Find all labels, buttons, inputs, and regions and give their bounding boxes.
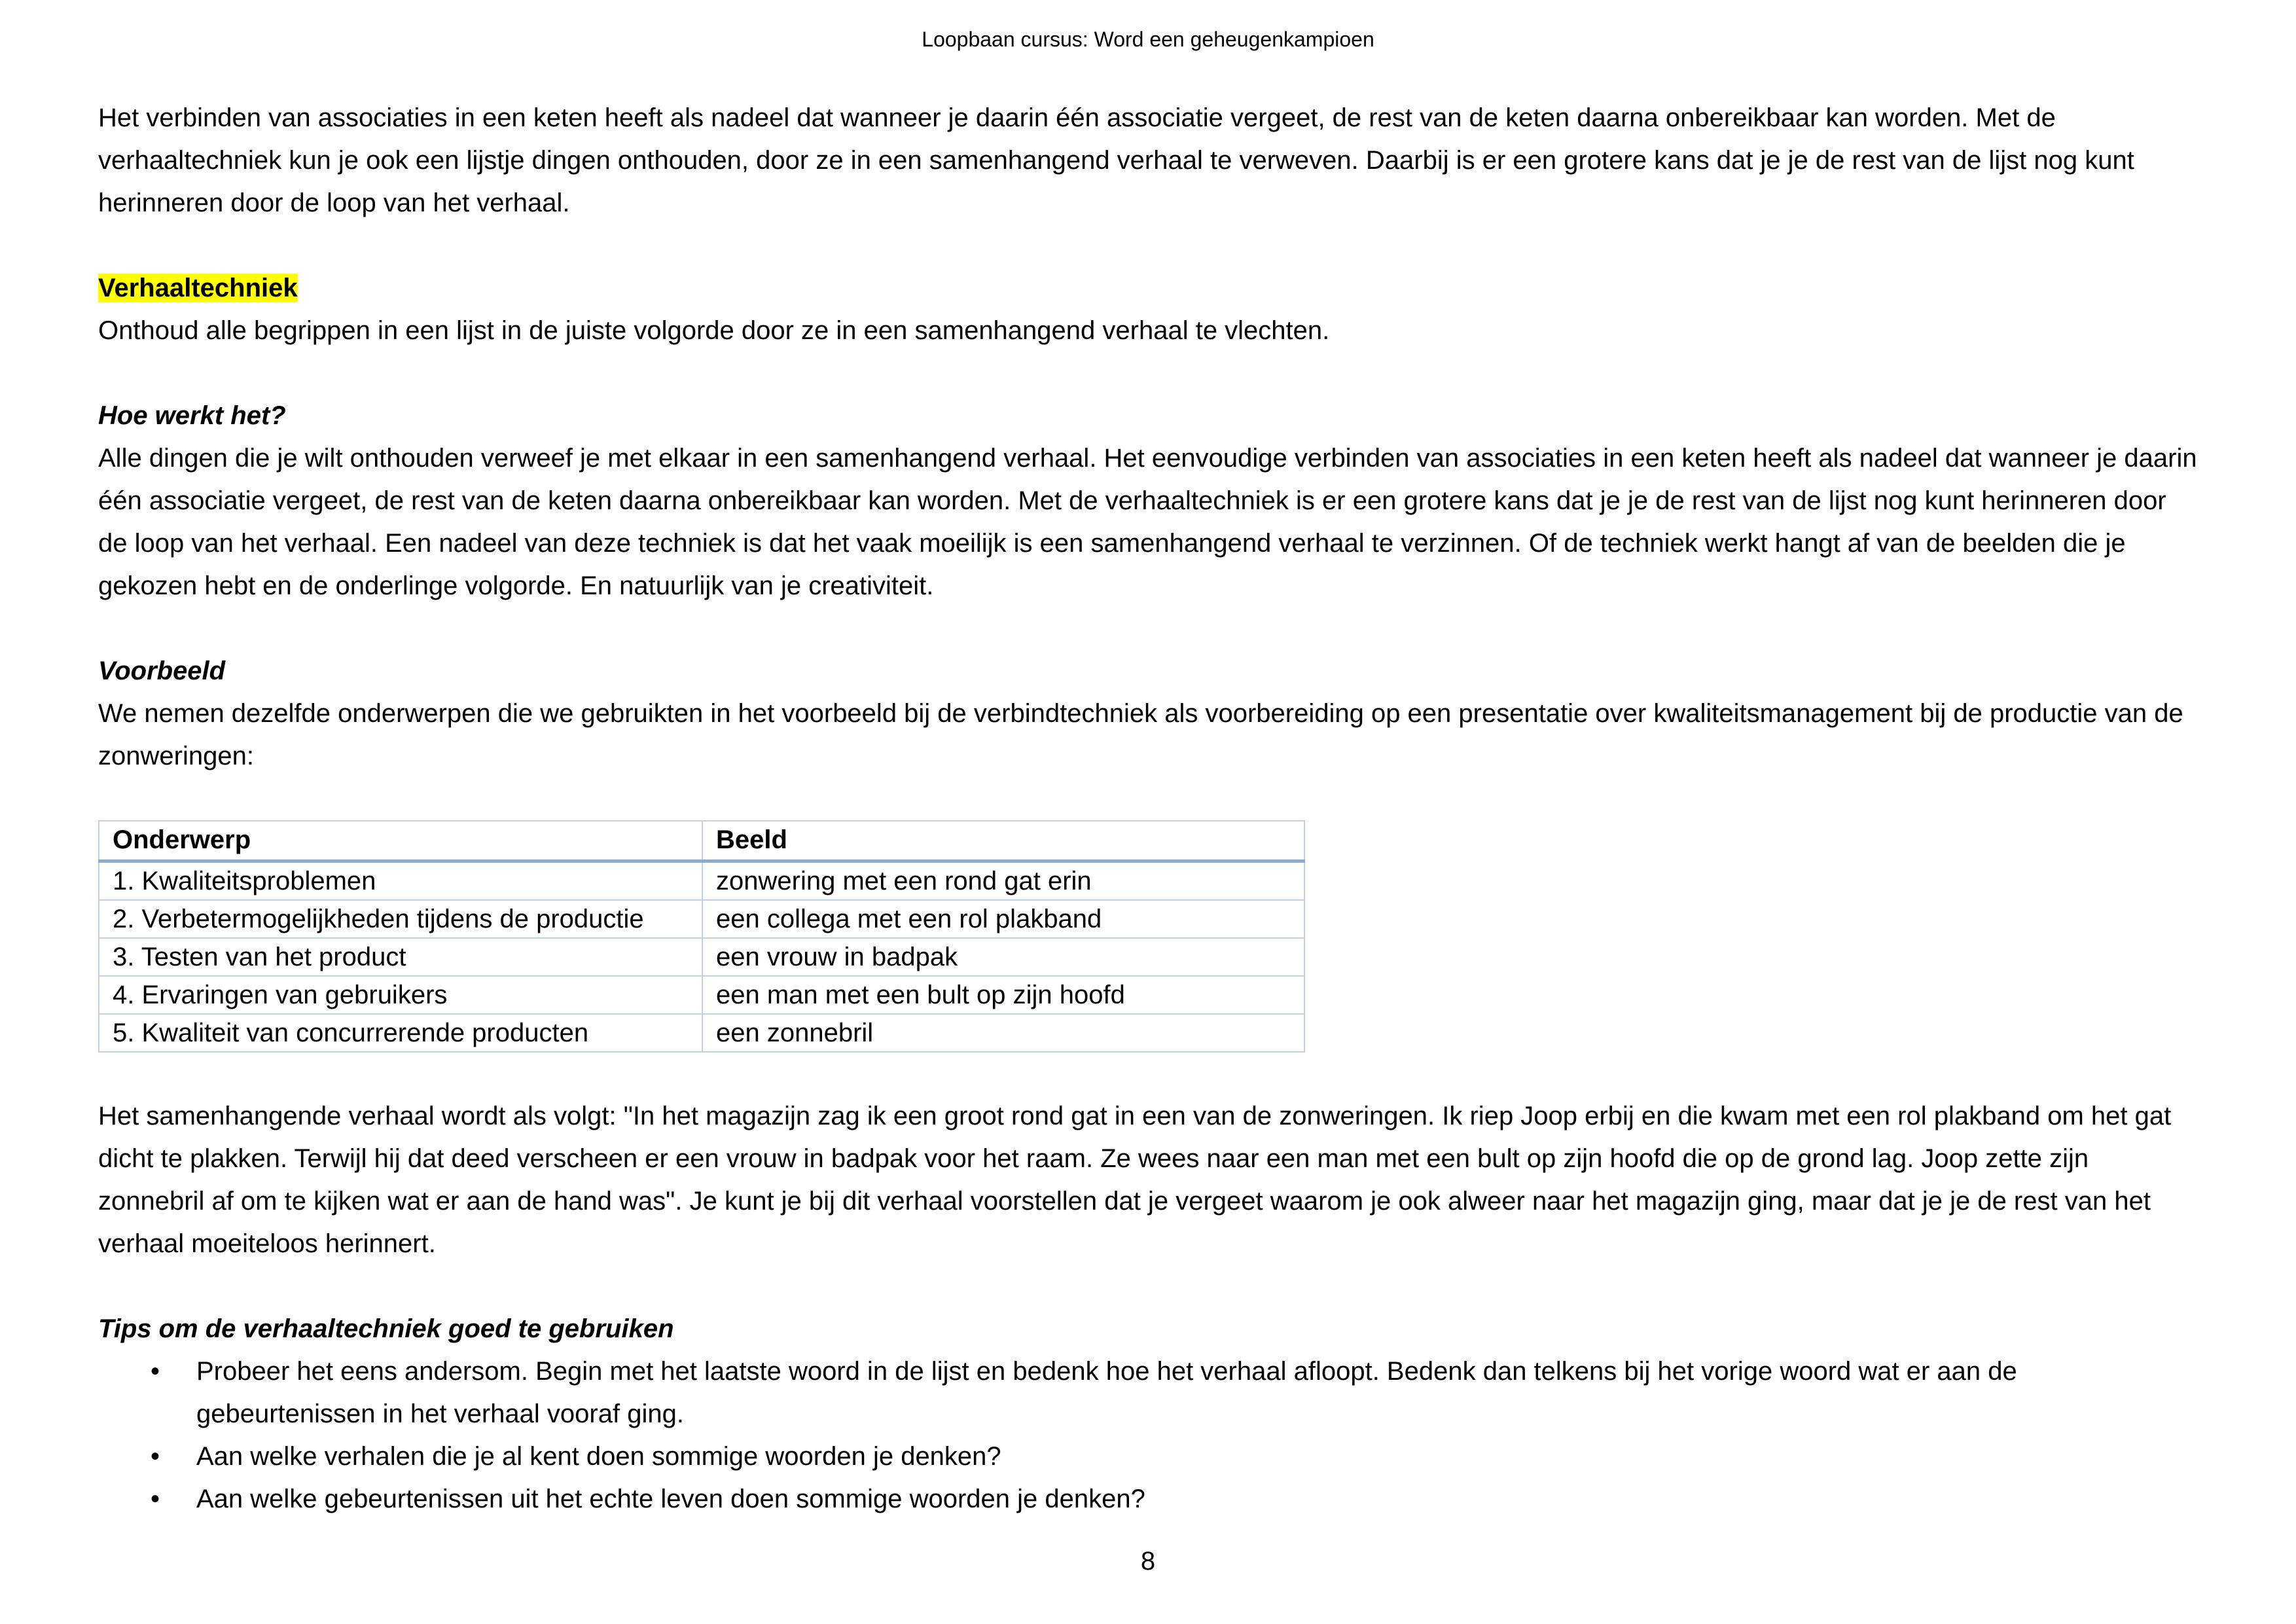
spacer	[98, 1265, 2199, 1308]
table-cell-onderwerp: 5. Kwaliteit van concurrerende producten	[99, 1014, 702, 1052]
list-item	[98, 1350, 2199, 1435]
table-cell-onderwerp: 1. Kwaliteitsproblemen	[99, 861, 702, 901]
table-header-row	[99, 821, 1304, 861]
table-cell-onderwerp: 4. Ervaringen van gebruikers	[99, 976, 702, 1014]
table-cell-beeld: een man met een bult op zijn hoofd	[702, 976, 1304, 1014]
bullet-icon: •	[151, 1485, 160, 1513]
table-header-onderwerp: Onderwerp	[99, 821, 702, 861]
table-cell-onderwerp: 2. Verbetermogelijkheden tijdens de productie	[99, 900, 702, 938]
example-text: We nemen dezelfde onderwerpen die we gebruikten in het voorbeeld bij de verbindtechniek als voorbereiding op een presentatie over kwaliteitsmanagement bij de productie van de zonweringen:	[98, 699, 2183, 770]
table-cell-beeld: een vrouw in badpak	[702, 938, 1304, 976]
tips-list	[98, 1350, 2199, 1521]
technique-description: Onthoud alle begrippen in een lijst in de juiste volgorde door ze in een samenhangend verhaal te vlechten.	[98, 316, 1330, 345]
table-cell-beeld: een collega met een rol plakband	[702, 900, 1304, 938]
table-row	[99, 1014, 1304, 1052]
bullet-icon: •	[151, 1357, 160, 1386]
list-item	[98, 1478, 2199, 1521]
bullet-icon: •	[151, 1442, 160, 1471]
table-row	[99, 976, 1304, 1014]
technique-heading-line	[98, 267, 2199, 310]
table-row	[99, 900, 1304, 938]
example-table	[98, 820, 1305, 1053]
tip-text: Aan welke gebeurtenissen uit het echte leven doen sommige woorden je denken?	[196, 1485, 1145, 1513]
how-it-works-text: Alle dingen die je wilt onthouden verweef je met elkaar in een samenhangend verhaal. Het eenvoudige verbinden van associaties in een keten heeft als nadeel dat wanneer je daarin één associatie vergeet, de rest van de keten daarna onbereikbaar kan worden. Met de verhaaltechniek is er een grotere kans dat je je de rest van de lijst nog kunt herinneren door de loop van het verhaal. Een nadeel van deze techniek is dat het vaak moeilijk is een samenhangend verhaal te verzinnen. Of de techniek werkt hangt af van de beelden die je gekozen hebt en de onderlinge volgorde. En natuurlijk van je creativiteit.	[98, 444, 2197, 600]
table-row	[99, 938, 1304, 976]
story-paragraph: Het samenhangende verhaal wordt als volgt: "In het magazijn zag ik een groot rond gat in een van de zonweringen. Ik riep Joop erbij en die kwam met een rol plakband om het gat dicht te plakken. Terwijl hij dat deed verscheen er een vrouw in badpak voor het raam. Ze wees naar een man met een bult op zijn hoofd die op de grond lag. Joop zette zijn zonnebril af om te kijken wat er aan de hand was". Je kunt je bij dit verhaal voorstellen dat je vergeet waarom je ook alweer naar het magazijn ging, maar dat je je de rest van het verhaal moeiteloos herinnert.	[98, 1102, 2172, 1258]
spacer	[98, 1053, 2199, 1095]
tip-text: Aan welke verhalen die je al kent doen sommige woorden je denken?	[196, 1442, 1001, 1471]
spacer	[98, 352, 2199, 395]
table-row	[99, 861, 1304, 901]
example-heading: Voorbeeld	[98, 657, 226, 685]
technique-heading: Verhaaltechniek	[98, 274, 298, 302]
table-header-beeld: Beeld	[702, 821, 1304, 861]
spacer	[98, 607, 2199, 650]
intro-paragraph: Het verbinden van associaties in een keten heeft als nadeel dat wanneer je daarin één associatie vergeet, de rest van de keten daarna onbereikbaar kan worden. Met de verhaaltechniek kun je ook een lijstje dingen onthouden, door ze in een samenhangend verhaal te verweven. Daarbij is er een grotere kans dat je je de rest van de lijst nog kunt herinneren door de loop van het verhaal.	[98, 103, 2134, 217]
table-cell-beeld: zonwering met een rond gat erin	[702, 861, 1304, 901]
tips-heading: Tips om de verhaaltechniek goed te gebruiken	[98, 1314, 674, 1343]
page-number: 8	[1140, 1547, 1156, 1576]
page-content	[98, 97, 2199, 1521]
spacer	[98, 778, 2199, 820]
table-cell-onderwerp: 3. Testen van het product	[99, 938, 702, 976]
running-header: Loopbaan cursus: Word een geheugenkampioen	[922, 27, 1374, 51]
how-it-works-heading: Hoe werkt het?	[98, 401, 286, 430]
table-cell-beeld: een zonnebril	[702, 1014, 1304, 1052]
spacer	[98, 225, 2199, 267]
example-table-wrapper	[98, 820, 1305, 1053]
tip-text: Probeer het eens andersom. Begin met het laatste woord in de lijst en bedenk hoe het verhaal afloopt. Bedenk dan telkens bij het vorige woord wat er aan de gebeurtenissen in het verhaal vooraf ging.	[196, 1357, 2017, 1428]
list-item	[98, 1435, 2199, 1478]
